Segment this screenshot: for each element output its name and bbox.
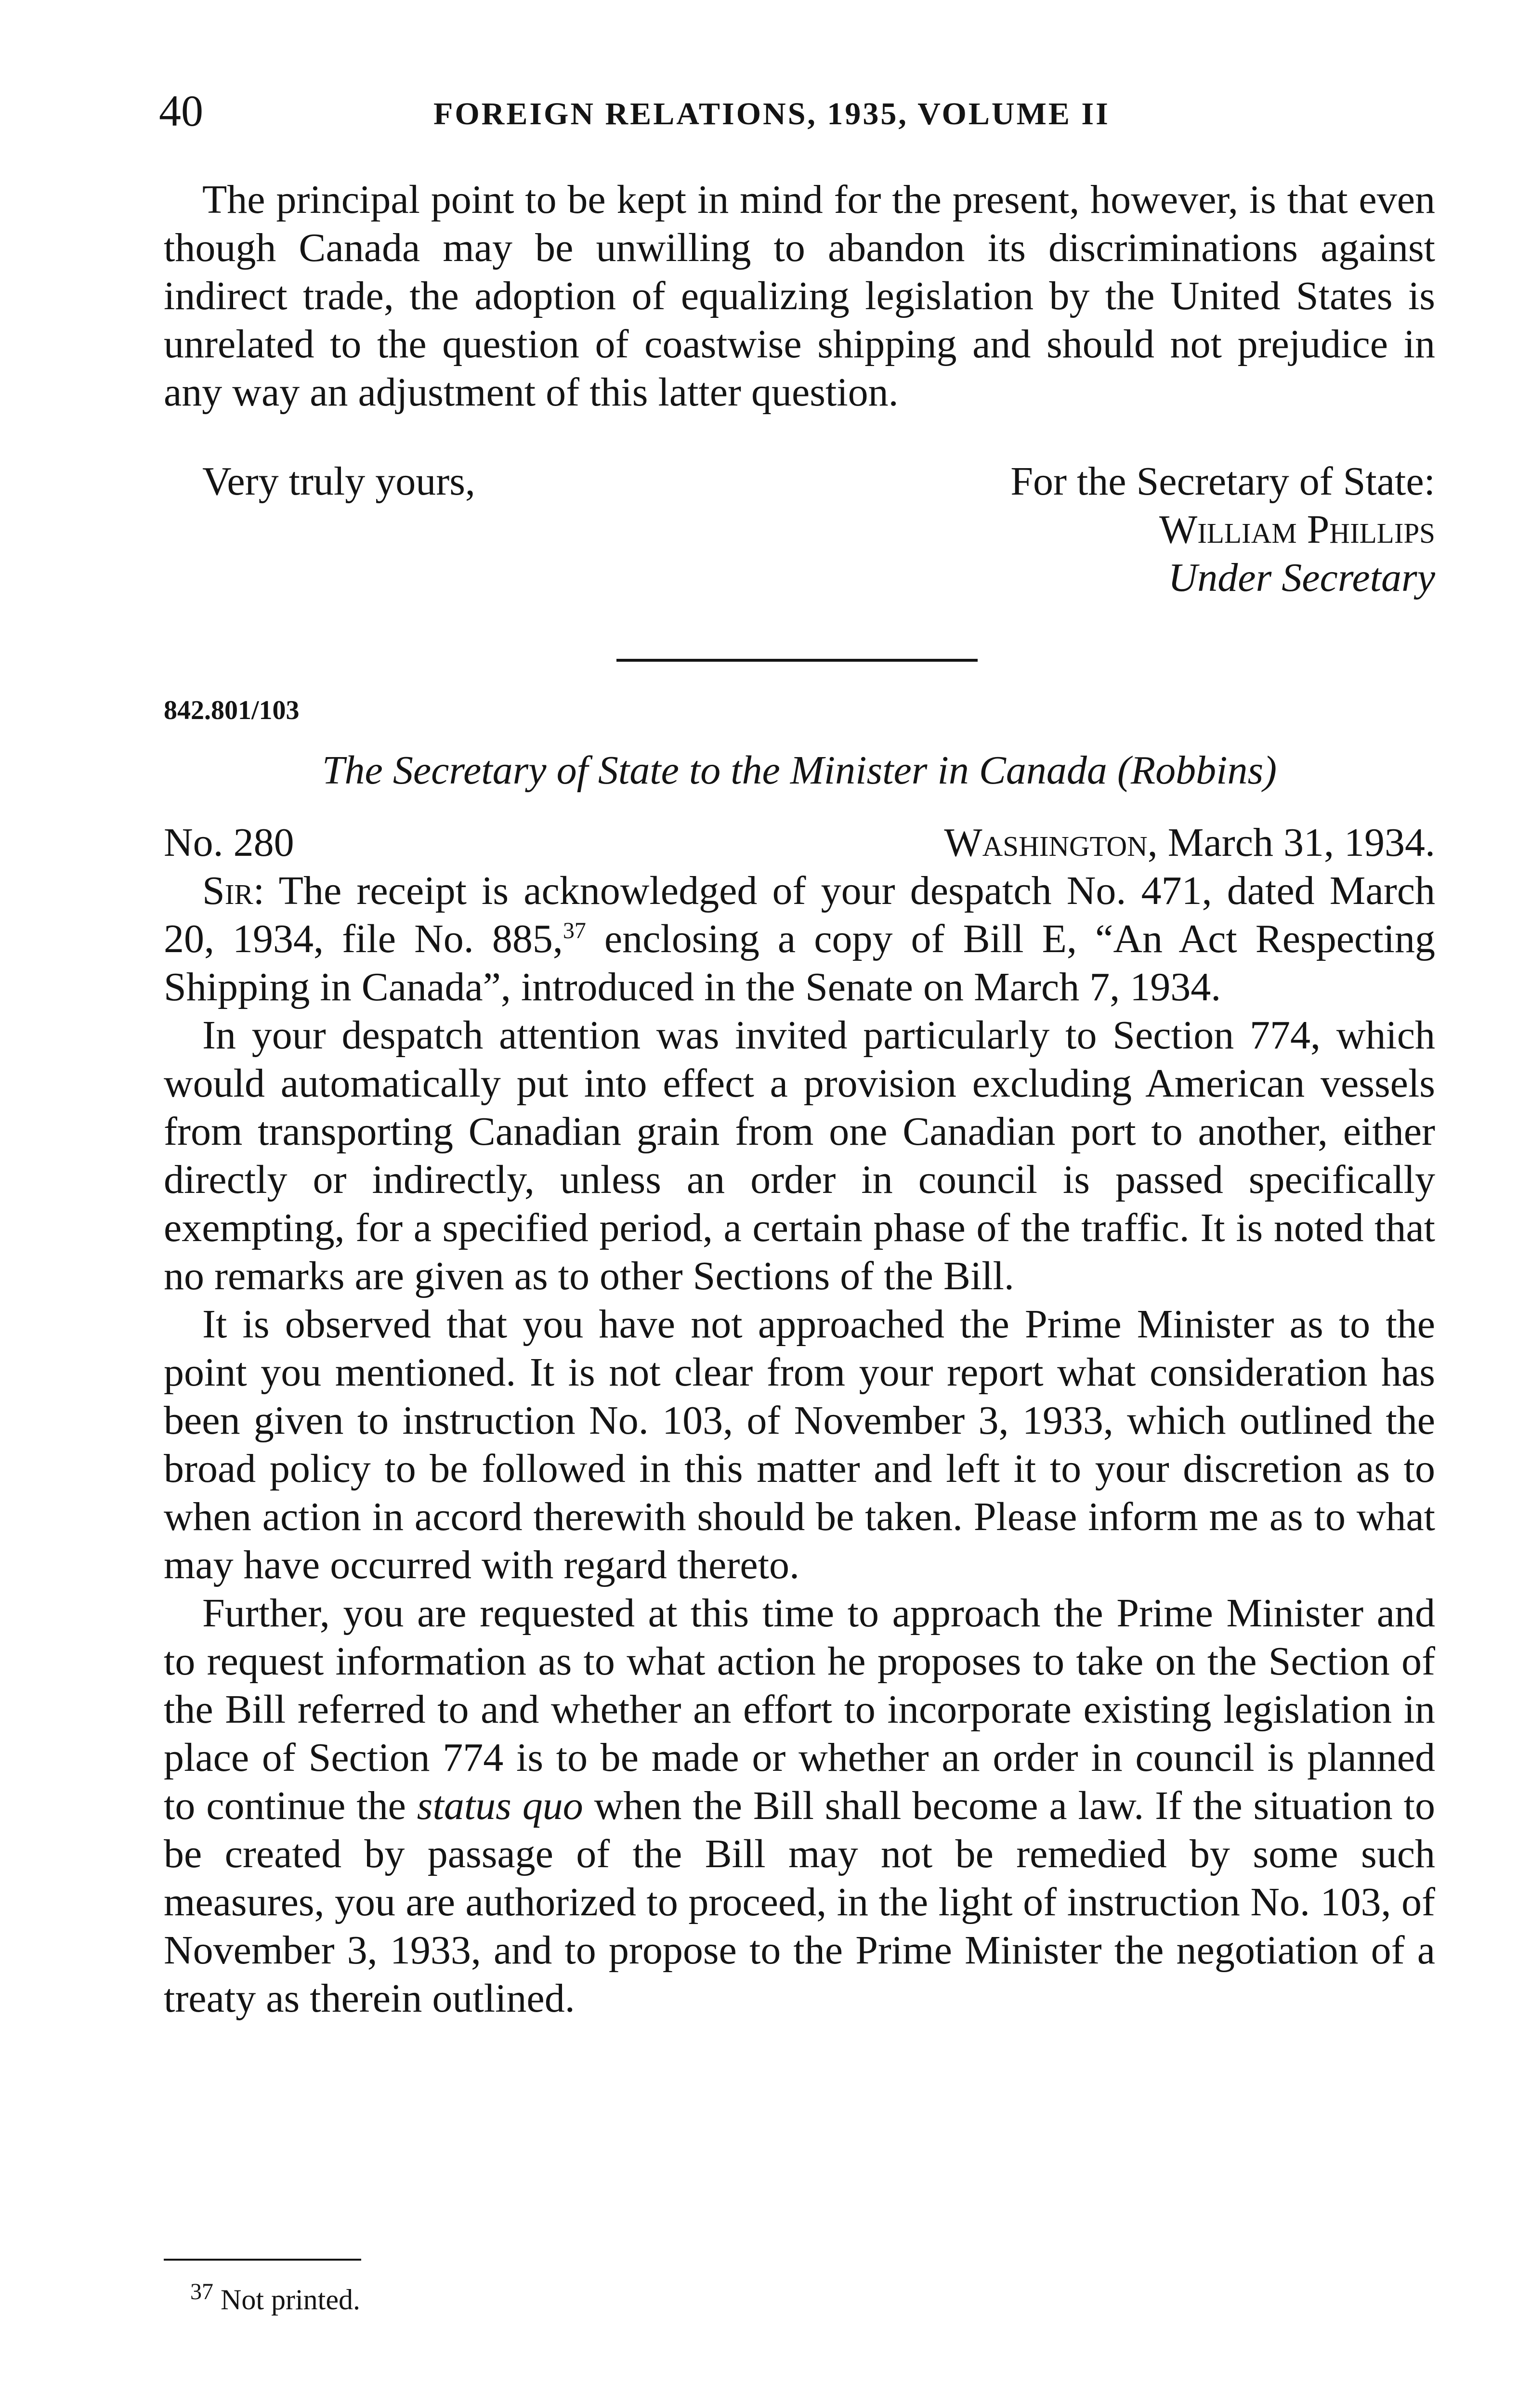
file-number: 842.801/103 (164, 695, 300, 725)
paragraph-1-text-a: : The receipt is acknowledged of your despatch No. 471, dated March 20, 1934, file No. 885, (164, 868, 1435, 961)
place: Washington, (944, 820, 1158, 865)
running-head: FOREIGN RELATIONS, 1935, VOLUME II (433, 96, 1110, 131)
salutation: Sir (202, 868, 253, 913)
letter-closing (164, 458, 1435, 616)
footnote-divider (164, 2259, 361, 2261)
signature-for: For the Secretary of State: (1010, 459, 1435, 504)
previous-letter-body (164, 176, 1435, 417)
footnote-reference: 37 (563, 918, 586, 943)
dateline (164, 819, 1435, 872)
page-number: 40 (159, 86, 203, 135)
footnote-text: Not printed. (221, 2284, 360, 2316)
section-divider (616, 659, 978, 662)
date: March 31, 1934. (1167, 820, 1435, 865)
document-title: The Secretary of State to the Minister in Canada (Robbins) (322, 748, 1277, 793)
paragraph-4 (164, 1589, 1435, 2023)
valediction: Very truly yours, (202, 459, 475, 504)
place-date (944, 819, 1435, 867)
signer-title: Under Secretary (1168, 555, 1435, 600)
letter-body (164, 867, 1435, 2023)
paragraph-4-text-a: Further, you are requested at this time to approach the Prime Minister and to request information as to what action he proposes to take on the Section of the Bill referred to and whether an effort to incorporate existing legislation in place of Section 774 is to be made or whether an order in council is planned to continue the (164, 1591, 1435, 1828)
page-header (159, 84, 1445, 142)
status-quo-italic: status quo (417, 1783, 583, 1828)
despatch-number: No. 280 (164, 820, 294, 865)
paragraph-4-text-b: when the Bill shall become a law. If the situation to be created by passage of the Bill may not be remedied by some such measures, you are authorized to proceed, in the light of instruction No. 103, of November 3, 1933, and to propose to the Prime Minister the negotiation of a treaty as therein outlined. (164, 1783, 1435, 2021)
footnote (190, 2280, 360, 2319)
paragraph-2: In your despatch attention was invited particularly to Section 774, which would automatically put into effect a provision excluding American vessels from transporting Canadian grain from one Canadian port to another, either directly or indirectly, unless an order in council is passed specifically exempting, for a specified period, a certain phase of the traffic. It is noted that no remarks are given as to other Sections of the Bill. (164, 1013, 1435, 1298)
signer-name: William Phillips (1159, 507, 1435, 552)
paragraph-1 (164, 867, 1435, 1011)
paragraph-3: It is observed that you have not approached the Prime Minister as to the point you mentioned. It is not clear from your report what consideration has been given to instruction No. 103, of November 3, 1933, which outlined the broad policy to be followed in this matter and left it to your discretion as to when action in accord therewith should be taken. Please inform me as to what may have occurred with regard thereto. (164, 1302, 1435, 1587)
paragraph-1-text-b: enclosing a copy of Bill E, “An Act Respecting Shipping in Canada”, introduced in the Senate on March 7, 1934. (164, 916, 1435, 1009)
footnote-number: 37 (190, 2279, 213, 2304)
closing-paragraph: The principal point to be kept in mind for the present, however, is that even though Canada may be unwilling to abandon its discriminations against indirect trade, the adoption of equalizing legislation by the United States is unrelated to the question of coastwise shipping and should not prejudice in any way an adjustment of this latter question. (164, 177, 1435, 415)
